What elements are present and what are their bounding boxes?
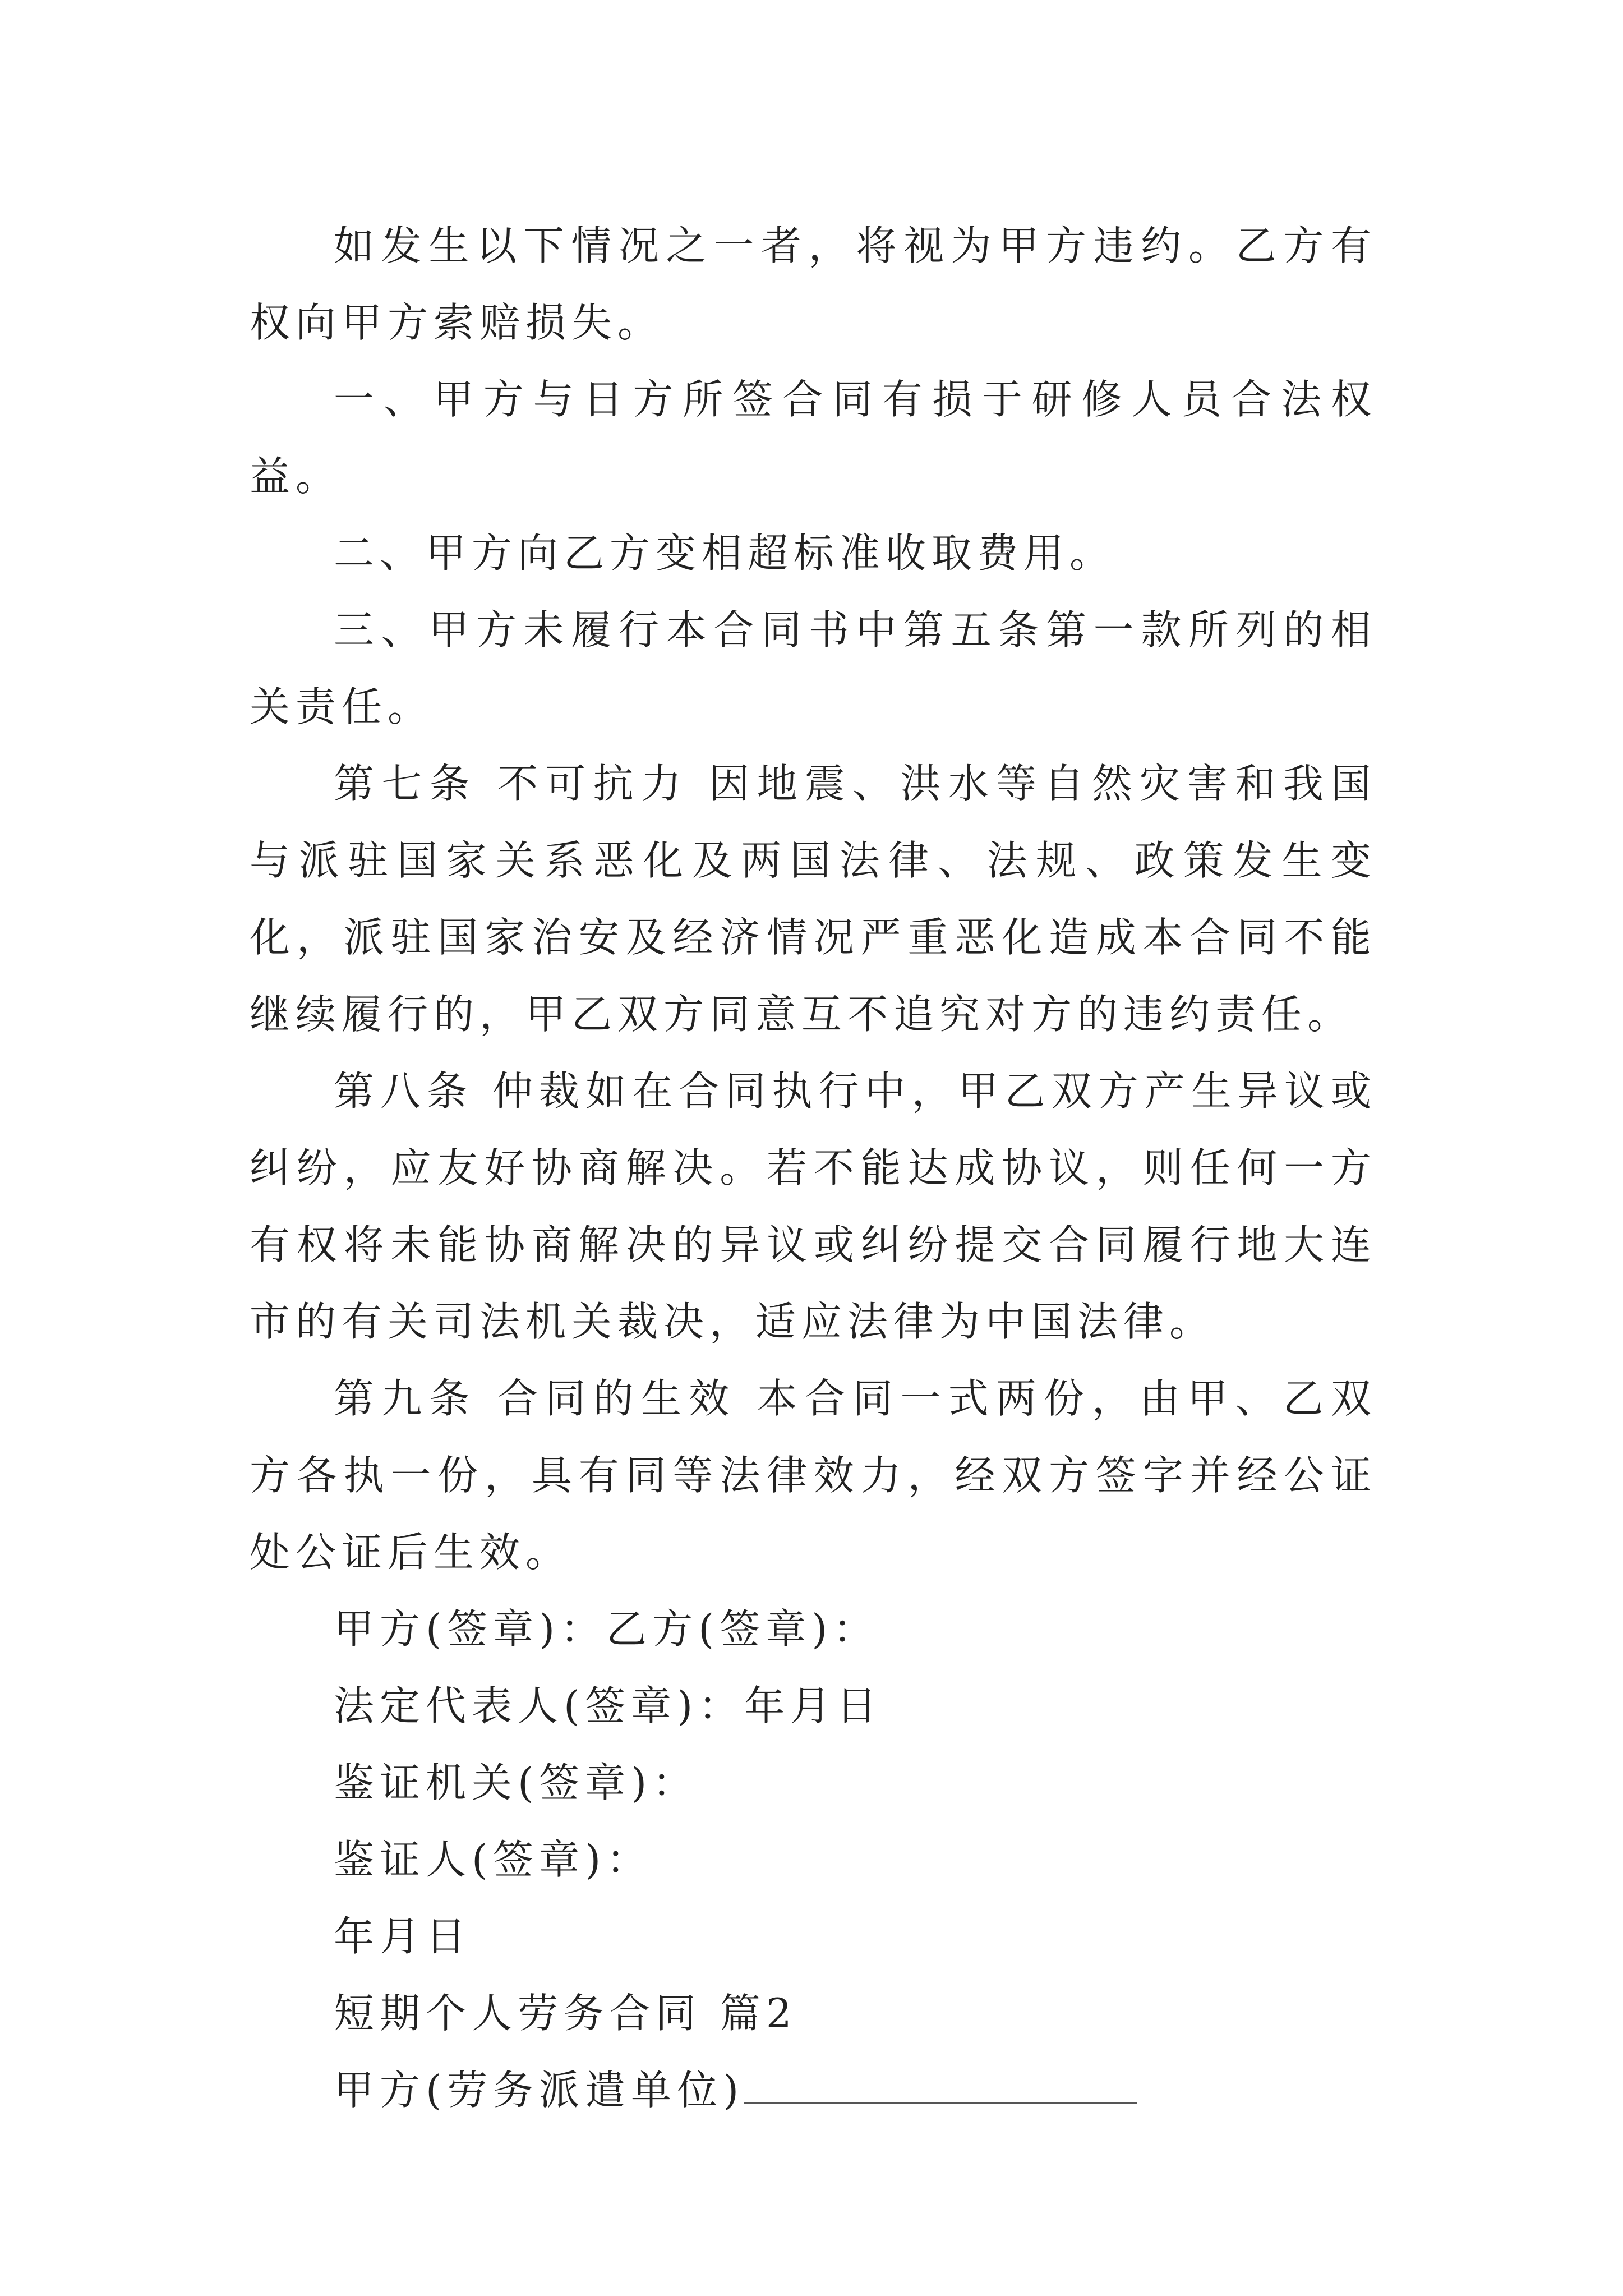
paragraph-article-9: 第九条 合同的生效 本合同一式两份，由甲、乙双方各执一份，具有同等法律效力，经双方签字并经公证处公证后生效。	[250, 1375, 1377, 1576]
section-title: 短期个人劳务合同 篇2	[334, 1990, 797, 2037]
signature-witness: 鉴证人(签章)：	[334, 1836, 653, 1883]
paragraph-item-1: 一、甲方与日方所签合同有损于研修人员合法权益。	[250, 376, 1377, 500]
party-a-blank-field	[744, 2054, 1137, 2104]
signature-date: 年月日	[334, 1913, 472, 1960]
paragraph-article-7: 第七条 不可抗力 因地震、洪水等自然灾害和我国与派驻国家关系恶化及两国法律、法规、政策发生变化，派驻国家治安及经济情况严重恶化造成本合同不能继续履行的，甲乙双方同意互不追究对方的违约责任。	[250, 760, 1377, 1038]
paragraph-article-8: 第八条 仲裁如在合同执行中，甲乙双方产生异议或纠纷，应友好协商解决。若不能达成协议，则任何一方有权将未能协商解决的异议或纠纷提交合同履行地大连市的有关司法机关裁决，适应法律为中国法律。	[250, 1068, 1377, 1345]
paragraph-breach-intro: 如发生以下情况之一者，将视为甲方违约。乙方有权向甲方索赔损失。	[250, 222, 1377, 346]
signature-authority: 鉴证机关(签章)：	[334, 1759, 699, 1806]
document-body	[250, 208, 1377, 2129]
party-a-line	[250, 2052, 1377, 2129]
signature-parties: 甲方(签章)：乙方(签章)：	[334, 1605, 879, 1653]
paragraph-item-3: 三、甲方未履行本合同书中第五条第一款所列的相关责任。	[250, 606, 1377, 730]
paragraph-item-2: 二、甲方向乙方变相超标准收取费用。	[334, 530, 1116, 577]
party-a-label: 甲方(劳务派遣单位)	[334, 2067, 745, 2114]
signature-legal-rep: 法定代表人(签章)：年月日	[334, 1682, 883, 1729]
